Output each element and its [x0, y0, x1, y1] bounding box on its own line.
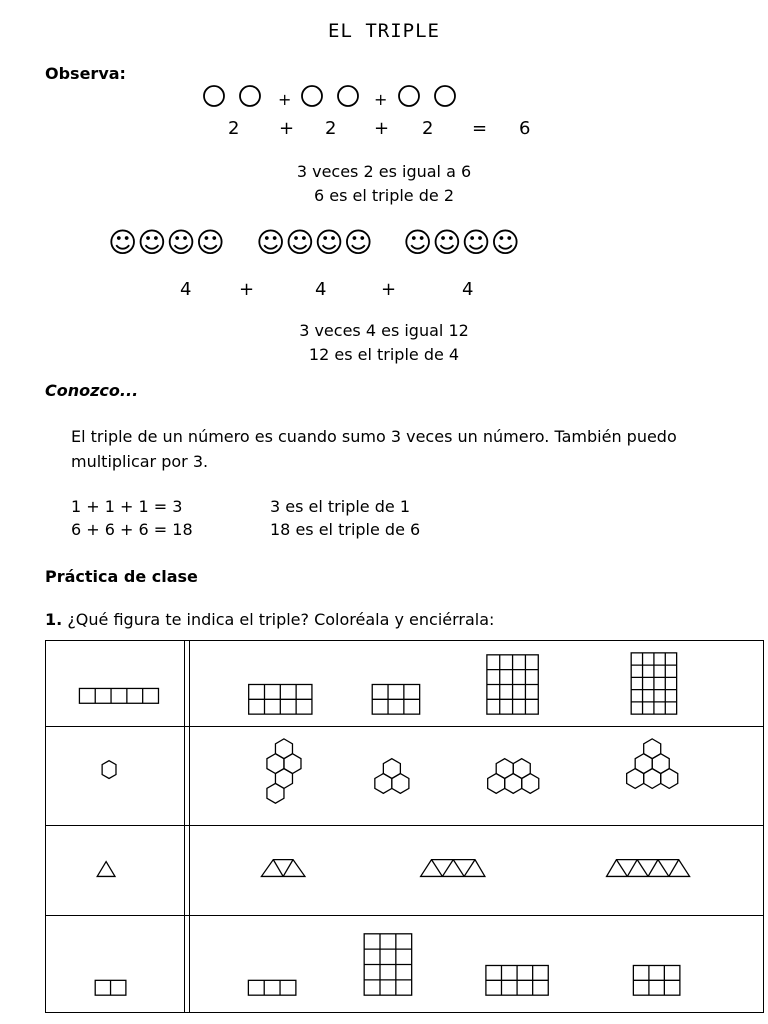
five-square-strip-shape [46, 641, 184, 726]
reference-cell [46, 727, 185, 826]
smiley-face-icon: ☺ [314, 226, 344, 259]
plus-sign: + [374, 90, 388, 109]
grid-options [190, 641, 763, 726]
option-hexagon-cluster-5[interactable] [488, 759, 539, 794]
option-grid-4x4[interactable] [487, 655, 538, 714]
plus-sign: + [278, 90, 292, 109]
options-cell [190, 727, 764, 826]
square-options [190, 916, 763, 1012]
circle-icon [399, 86, 419, 106]
observa-line-3: 3 veces 4 es igual 12 [299, 321, 469, 340]
option-triangle-strip-7[interactable] [607, 860, 690, 877]
option-grid-3x2[interactable] [372, 684, 419, 714]
equation-term: 4 [180, 279, 192, 300]
option-grid-4x5[interactable] [631, 653, 676, 714]
triangle-options [190, 826, 763, 915]
question-number: 1. [45, 610, 63, 629]
smiley-face-icon: ☺ [403, 226, 433, 259]
question-1 [45, 610, 494, 629]
hexagon-options [190, 727, 763, 825]
option-hexagon-cluster-4[interactable] [267, 739, 301, 803]
question-text: ¿Qué figura te indica el triple? Coloréala y enciérrala: [67, 610, 495, 629]
smiley-face-icon: ☺ [461, 226, 491, 259]
smiley-face-icon: ☺ [256, 226, 286, 259]
option-grid-3x2-b[interactable] [633, 965, 680, 995]
smiley-face-icon: ☺ [343, 226, 373, 259]
equation-term: 4 [315, 279, 327, 300]
practica-heading: Práctica de clase [45, 567, 198, 586]
equation-term: 6 [519, 118, 531, 139]
option-hexagon-cluster-6[interactable] [627, 739, 678, 788]
option-hexagon-cluster-3[interactable] [375, 759, 409, 794]
options-cell [190, 641, 764, 727]
smiley-face-icon: ☺ [137, 226, 167, 259]
circle-icon [338, 86, 358, 106]
equation-term: 4 [462, 279, 474, 300]
reference-cell [46, 916, 185, 1013]
observa-line-2: 6 es el triple de 2 [314, 186, 454, 205]
option-grid-4x2[interactable] [249, 684, 312, 714]
observa-line-4: 12 es el triple de 4 [308, 345, 460, 364]
circle-icon [204, 86, 224, 106]
smiley-face-icon: ☺ [490, 226, 520, 259]
observa-line-1: 3 veces 2 es igual a 6 [296, 162, 472, 181]
conozco-paragraph-line-1: El triple de un número es cuando sumo 3 veces un número. También puedo [71, 427, 677, 446]
table-row [46, 727, 764, 826]
circle-icon [302, 86, 322, 106]
option-grid-3x4[interactable] [364, 934, 412, 995]
table-row [46, 916, 764, 1013]
option-grid-4x2-b[interactable] [486, 965, 548, 995]
conozco-paragraph-line-2: multiplicar por 3. [71, 452, 209, 471]
option-square-strip-3[interactable] [248, 980, 296, 995]
example-sum: 1 + 1 + 1 = 3 [71, 497, 183, 516]
equation-term: + [374, 118, 390, 139]
option-triangle-strip-5[interactable] [421, 860, 485, 877]
equation-term: 2 [422, 118, 434, 139]
conozco-heading: Conozco... [45, 381, 139, 400]
option-triangle-strip-3[interactable] [261, 860, 305, 877]
smiley-face-icon: ☺ [195, 226, 225, 259]
table-row [46, 826, 764, 916]
example-result: 18 es el triple de 6 [270, 520, 421, 539]
circle-groups-illustration [195, 80, 470, 114]
equation-term: 2 [325, 118, 337, 139]
equation-term: + [279, 118, 295, 139]
exercise-table [45, 640, 764, 1013]
hexagon-shape [46, 727, 184, 825]
reference-cell [46, 641, 185, 727]
page-title: EL TRIPLE [328, 20, 440, 42]
smiley-face-icon: ☺ [108, 226, 138, 259]
circle-icon [435, 86, 455, 106]
equation-term: + [239, 279, 255, 300]
smiley-group [108, 226, 225, 259]
two-square-strip-shape [46, 916, 184, 1012]
example-sum: 6 + 6 + 6 = 18 [71, 520, 193, 539]
smiley-group [256, 226, 373, 259]
options-cell [190, 826, 764, 916]
smiley-face-icon: ☺ [285, 226, 315, 259]
observa-heading: Observa: [45, 64, 126, 83]
smiley-group [403, 226, 520, 259]
options-cell [190, 916, 764, 1013]
reference-cell [46, 826, 185, 916]
smiley-face-icon: ☺ [432, 226, 462, 259]
equation-term: 2 [228, 118, 240, 139]
equation-term: = [472, 118, 488, 139]
example-result: 3 es el triple de 1 [270, 497, 410, 516]
triangle-shape [46, 826, 184, 915]
circle-icon [240, 86, 260, 106]
table-row [46, 641, 764, 727]
smiley-face-icon: ☺ [166, 226, 196, 259]
equation-term: + [381, 279, 397, 300]
